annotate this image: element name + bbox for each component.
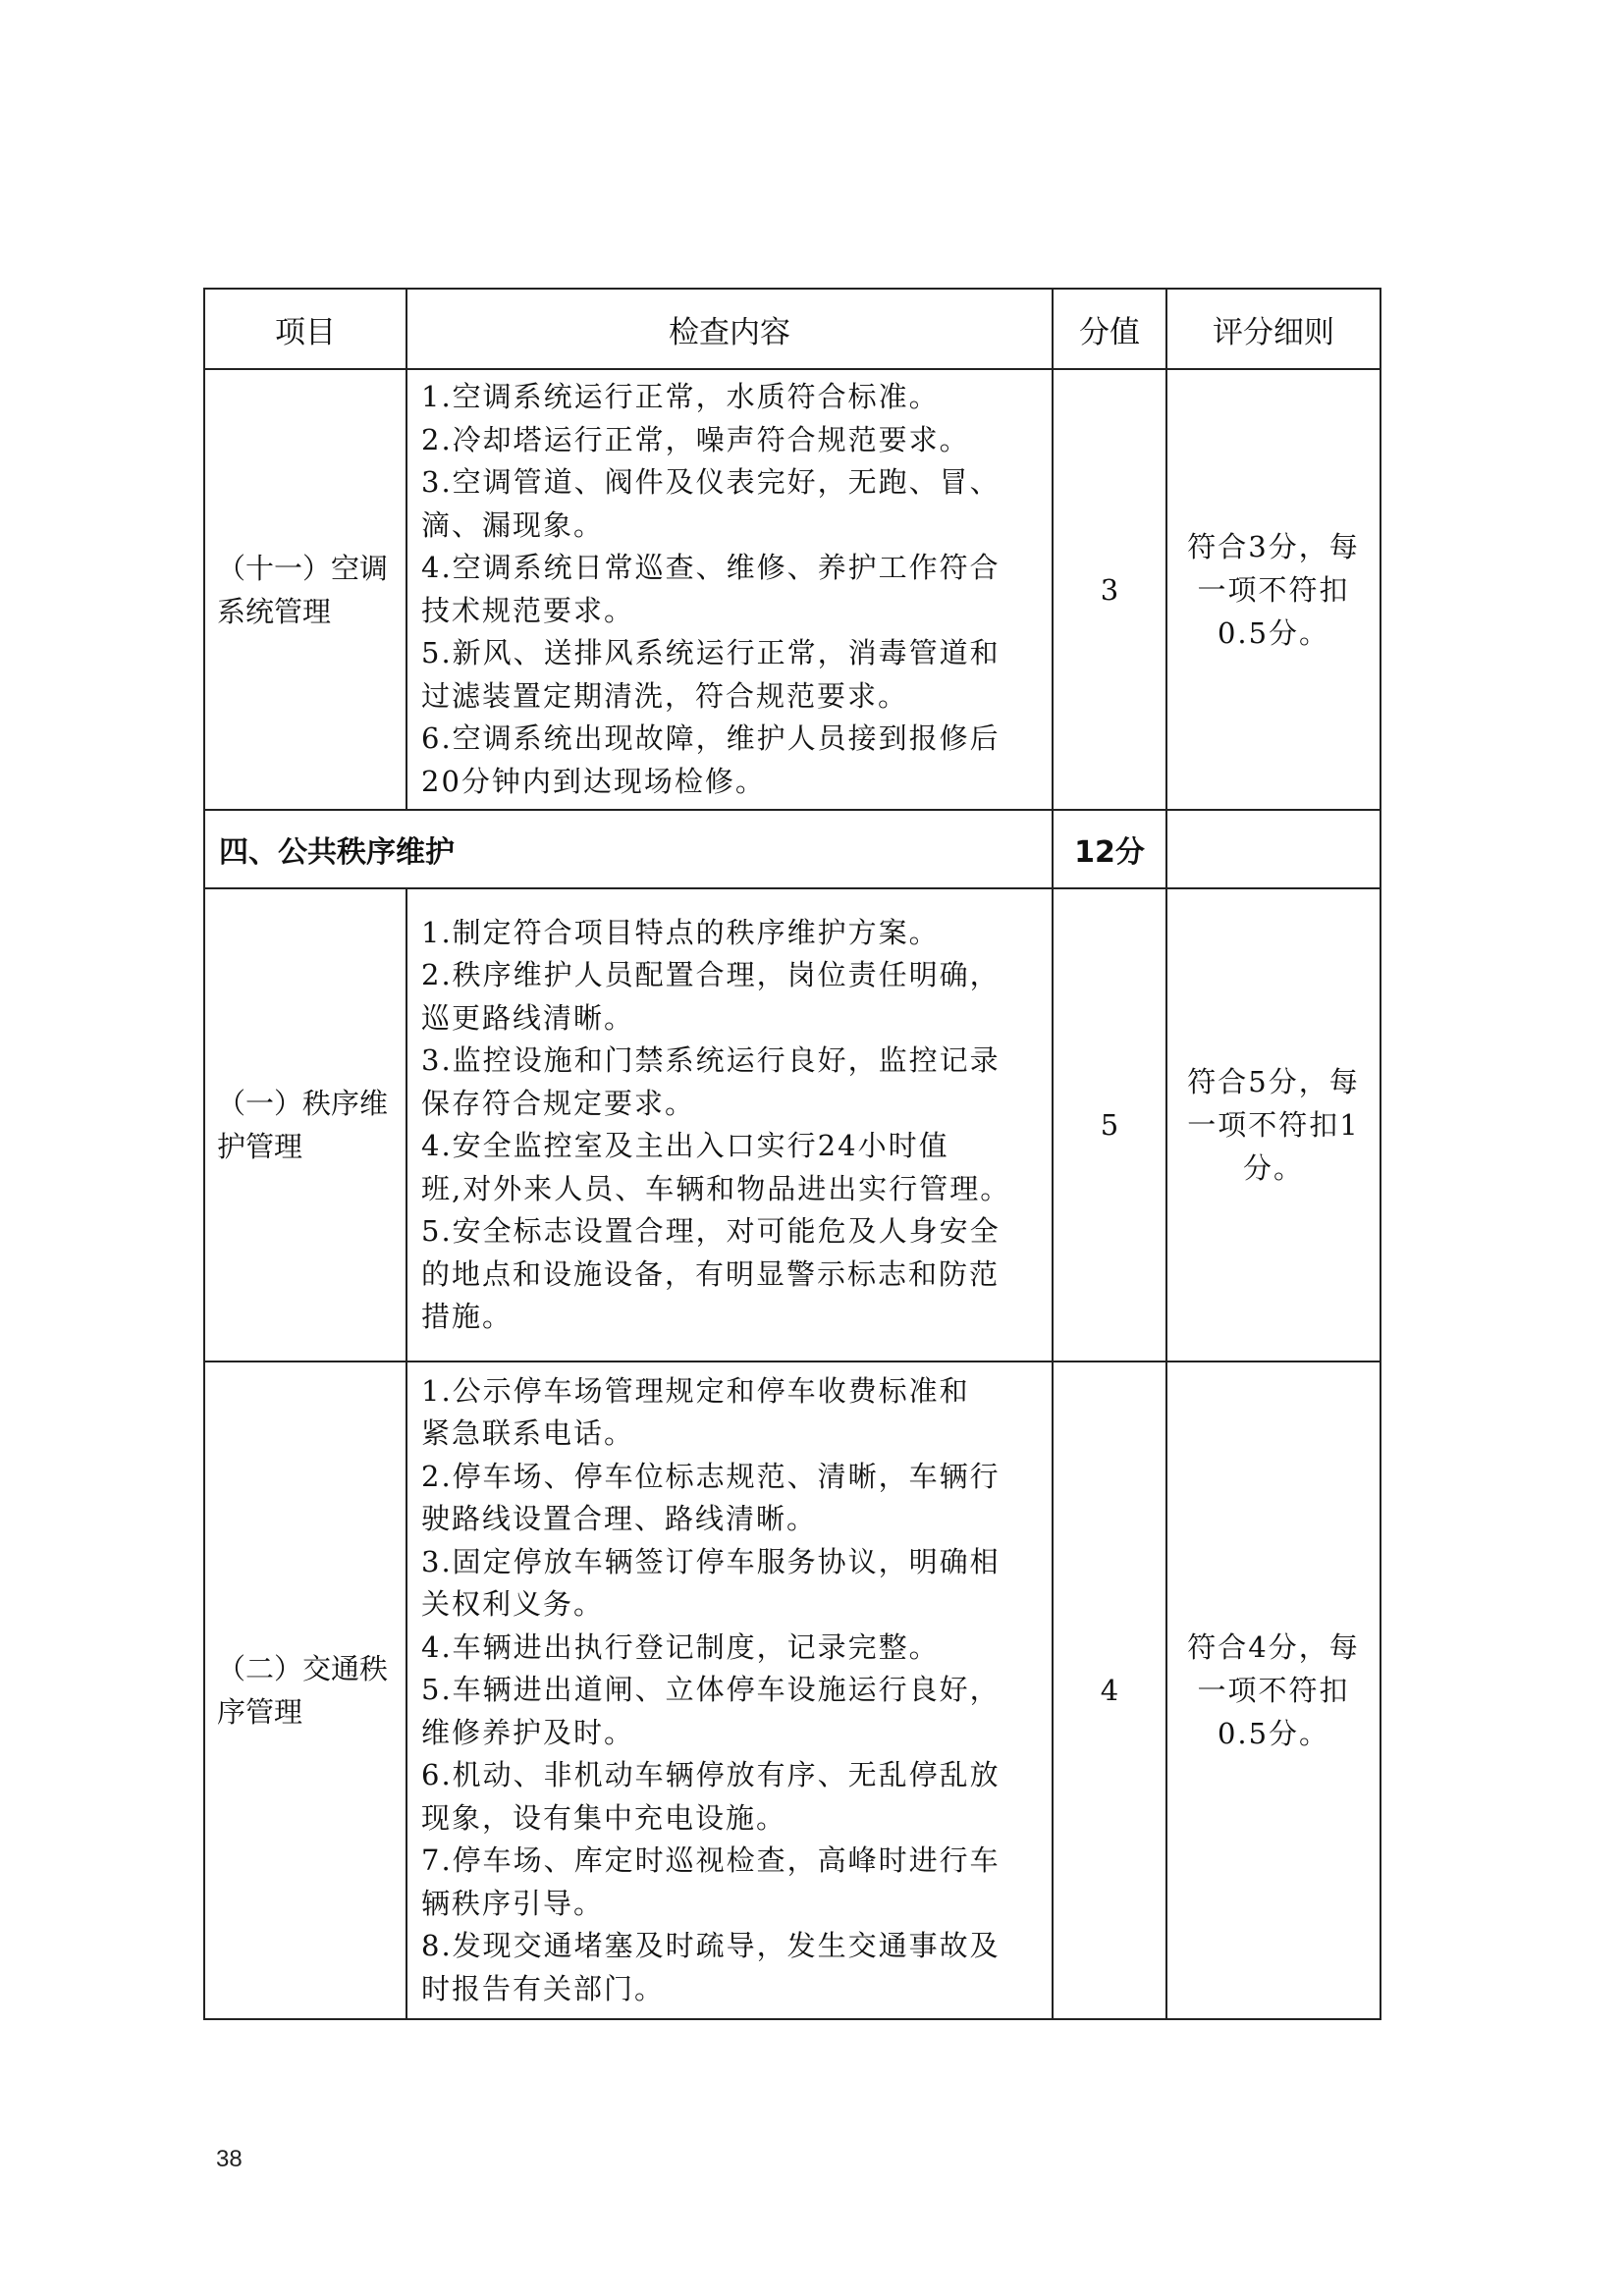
item-name: （一）秩序维护管理 xyxy=(204,888,406,1362)
content-line: 时报告有关部门。 xyxy=(421,1971,666,2005)
content-line: 技术规范要求。 xyxy=(421,593,635,627)
content-line: 4.空调系统日常巡查、维修、养护工作符合 xyxy=(421,551,1001,584)
page-number: 38 xyxy=(216,2146,243,2172)
content-line: 的地点和设施设备，有明显警示标志和防范 xyxy=(421,1256,1001,1291)
content-line: 5.车辆进出道闸、立体停车设施运行良好， xyxy=(421,1673,1001,1707)
section-score: 12分 xyxy=(1053,810,1166,888)
content-line: 紧急联系电话。 xyxy=(421,1416,635,1451)
check-content xyxy=(406,369,1053,810)
content-line: 维修养护及时。 xyxy=(421,1715,635,1749)
content-line: 5.新风、送排风系统运行正常，消毒管道和 xyxy=(421,636,1001,669)
check-content xyxy=(406,888,1053,1362)
score-value: 3 xyxy=(1053,369,1166,810)
scoring-rule: 符合3分，每一项不符扣0.5分。 xyxy=(1166,369,1380,810)
content-line: 过滤装置定期清洗，符合规范要求。 xyxy=(421,678,909,713)
score-value: 4 xyxy=(1053,1362,1166,2019)
content-line: 20分钟内到达现场检修。 xyxy=(421,764,766,798)
inspection-table xyxy=(203,288,1381,2020)
section-row-public-order xyxy=(204,810,1380,888)
item-name: （二）交通秩序管理 xyxy=(204,1362,406,2019)
table-row-ac-management xyxy=(204,369,1380,810)
section-rule-empty xyxy=(1166,810,1380,888)
section-title: 四、公共秩序维护 xyxy=(204,810,1053,888)
scoring-rule: 符合4分，每一项不符扣0.5分。 xyxy=(1166,1362,1380,2019)
content-line: 巡更路线清晰。 xyxy=(421,1000,635,1035)
header-rule: 评分细则 xyxy=(1166,289,1380,369)
header-item: 项目 xyxy=(204,289,406,369)
score-value: 5 xyxy=(1053,888,1166,1362)
content-line: 6.空调系统出现故障，维护人员接到报修后 xyxy=(421,721,1001,755)
content-line: 4.车辆进出执行登记制度，记录完整。 xyxy=(421,1629,940,1664)
item-name: （十一）空调系统管理 xyxy=(204,369,406,810)
scoring-rule: 符合5分，每一项不符扣1分。 xyxy=(1166,888,1380,1362)
table-row-traffic-order xyxy=(204,1362,1380,2019)
content-line: 3.监控设施和门禁系统运行良好，监控记录 xyxy=(421,1043,1001,1077)
content-line: 6.机动、非机动车辆停放有序、无乱停乱放 xyxy=(421,1758,1001,1792)
check-content xyxy=(406,1362,1053,2019)
header-content: 检查内容 xyxy=(406,289,1053,369)
content-line: 滴、漏现象。 xyxy=(421,507,605,542)
content-line: 1.空调系统运行正常，水质符合标准。 xyxy=(421,380,940,413)
content-line: 7.停车场、库定时巡视检查，高峰时进行车 xyxy=(421,1843,1001,1878)
content-line: 关权利义务。 xyxy=(421,1587,605,1622)
content-line: 2.冷却塔运行正常，噪声符合规范要求。 xyxy=(421,422,970,456)
content-line: 班,对外来人员、车辆和物品进出实行管理。 xyxy=(421,1171,1011,1205)
content-line: 4.安全监控室及主出入口实行24小时值 xyxy=(421,1129,949,1162)
content-line: 2.停车场、停车位标志规范、清晰，车辆行 xyxy=(421,1459,1001,1493)
content-line: 3.空调管道、阀件及仪表完好，无跑、冒、 xyxy=(421,465,1001,499)
content-line: 驶路线设置合理、路线清晰。 xyxy=(421,1502,818,1536)
content-line: 1.公示停车场管理规定和停车收费标准和 xyxy=(421,1373,970,1408)
content-line: 3.固定停放车辆签订停车服务协议，明确相 xyxy=(421,1544,1001,1578)
table-header-row xyxy=(204,289,1380,369)
table-row-order-maintenance xyxy=(204,888,1380,1362)
content-line: 8.发现交通堵塞及时疏导，发生交通事故及 xyxy=(421,1929,1001,1963)
content-line: 2.秩序维护人员配置合理，岗位责任明确， xyxy=(421,958,1001,991)
content-line: 5.安全标志设置合理，对可能危及人身安全 xyxy=(421,1214,1001,1248)
content-line: 1.制定符合项目特点的秩序维护方案。 xyxy=(421,915,940,949)
content-line: 现象，设有集中充电设施。 xyxy=(421,1800,787,1835)
content-line: 措施。 xyxy=(421,1300,514,1333)
header-score: 分值 xyxy=(1053,289,1166,369)
content-line: 辆秩序引导。 xyxy=(421,1886,605,1920)
content-line: 保存符合规定要求。 xyxy=(421,1086,696,1120)
